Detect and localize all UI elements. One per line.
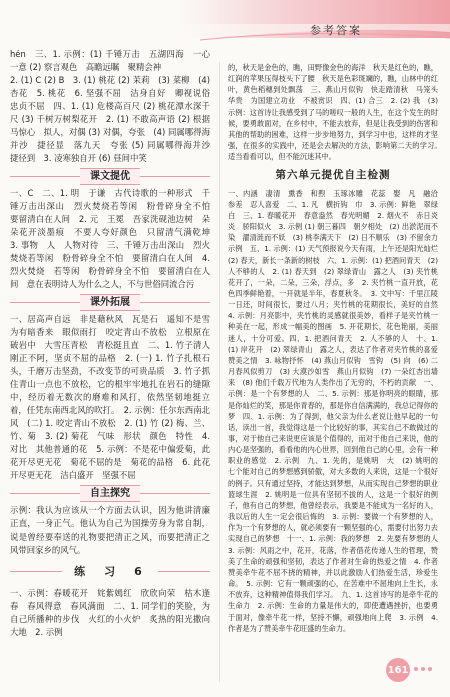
- unit-test-title: 第六单元提优自主检测: [275, 169, 391, 182]
- answer-paragraph: 一、示例：春暖花开 姹紫嫣红 欣欣向荣 枯木逢春 春风得意 春风满面 二、1. 同学们的笑脸，为自己所播种的步伐 火红的小火炉 炙热的阳光撒向大地 2. 示例: [10, 587, 210, 637]
- left-column: [10, 48, 219, 639]
- header-wave: [0, 24, 450, 46]
- section-heading-label: 自主探究: [80, 485, 140, 502]
- section-heading: [10, 294, 210, 310]
- answer-paragraph: hén 三、1. 示例：(1) 千锤万击 五湖四海 一心一意 (2) 察言观色 高瞻远瞩 聚精会神: [10, 49, 210, 73]
- answer-paragraph: 一、居高声自远 非是藉秋风 瓦是石 遥知不是雪 为有暗香来 眼似雨打 咬定青山不放松 立根原在破岩中 大雪压青松 青松挺且直 二、1. 竹子清人刚正不阿，坚贞不屈的品格 2. (一) 1. 竹子扎根石头，千磨万击坚劲，不改变节的可贵品质 3. 竹子抓住青山一点也不放松，它的根牢牢地扎在岩石的缝隙中，经历着无数次的磨难和风打，依然坚韧地挺立着，任凭东南西北风的吹打。 2. 示例：任尔东西南北风 (二) 1. 咬定青山不放松 2. (1) 竹 (2) 梅、兰、竹、菊 3. (2) 菊花 气味 形状 颜色 特性 4. 对比 其他普通的花 5. 示例：不是花中偏爱菊，此花开尽更无花 菊花不屈的是 菊花的品格 6. 此花开尽更无花 洁白盛开 坚强不屈: [10, 314, 219, 481]
- page-number: 161: [386, 658, 410, 682]
- answer-paragraph: 一、C 二、1. 明 于谦 古代诗歌的一种形式 千锤万击出深山 烈火焚烧若等闲 粉骨碎身全不怕 要留清白在人间 2. 元 王冕 吾家洗砚池边树 朵朵花开淡墨痕 不要人夸好颜色 只留清气满乾坤 3. 事物 人 人物对待 三、千锤万击出深山 烈火焚烧若等闲 粉骨碎身全不怕 要留清白在人间 4. 烈火焚烧 若等闲 粉骨碎身全不怕 要留清白在人间 意在表明诗人为什么之人，不与世俗同流合污: [10, 188, 219, 290]
- exercise-heading-label: 练 习 6: [74, 565, 146, 579]
- answer-paragraph: 2. (1) C (2) B 3. (1) 桃花 (2) 茉莉 (3) 菜柳 (4) 杏花 5. 桃花 6. 坚强不屈 洁身自好 卿视说俗 忠贞不屈 四、1. (1) 危楼高百尺 (2) 桃花潭水深千尺 (3) 千树万树梨花开 2. (1) 不敢高声语 (2) 根据马惊心 拟人，对偶 (3) 对偶，夸张 (4) 同属哪得海并沙 捷径显 落九天 夸张 (5) 同属哪得海并沙 捷径到 3. 凌寒独自开 (6) 昼间中笑: [10, 75, 219, 164]
- header-title: 参考答案: [310, 24, 362, 37]
- answer-paragraph: 一、内涵 凄清 熏香 和煦 玉琢冰雕 花蕊 娶 凡 融洽 参差 忍人喜爱 二、1. 凡 横折钩 巾 3. 示例：鲜艳 翠绿 白 三、1. 春暖花开 春意盎然 春光明媚 2. 烟火不 赤日炎炎 骄阳似火 3. 示例 (1) 朝三暮四 朝夕相处 (2) 出淤泥而不染 濯清涟而不妖 (3) 桃李满天下 (2) 日不顺乐 (3) 不留余力 示例 五、1. 示例：(1) 天气预报说今天有雨，上午还是阳光灿烂 (2) 春天，新长一条新的树枝 六、1. 示例：(1) 把酒问青天 (2) 人不够的人 2. (1) 春天到 (2) 翠绿青山 露之人 (3) 夹竹桃花开了，一朵，二朵，三朵，浮点，多 2. 夹竹桃一直开放，花色四季鲜艳着，一开就是半年，春夏秋冬。 3. 文中写：千里江陵一日还，时间很长，要过八月；夹竹桃的花期很长，美好的自然 4. 示例：月亮影中，夹竹桃的灵感就很美妙，看样子是夹竹桃一种美在一起，形成一幅美的图画 5. 开花期长，花色艳丽，美丽迷人，十分可爱。四、1. 把酒问青天 2. 人不够的人 十、1. (1) 岸花开 (2) 翠绿青山 露之人，表达了作者对夹竹桃的喜爱赞美之情 3. 咏物抒怀 (4) 燕山月似钩 雪钩 (5) 向 (6) 二月春风似剪刀 (3) 大漠沙如雪 燕山月似钩 (7) 一朵红杏出墙来 (8) 他们千载万代地为人类作出了无穷的，不朽的贡献 一、示例：是一个有梦想的人 二、5. 示例：那是你明亮的眼睛，那是你灿烂的笑，那是你青春的，那是你自信满满的，我总记得你的梦 四、1. 示例：为了得到，他父亲为什么老说让他早起的一句话，读出一首，我觉得这是一个比较好的事，其实自己不敢做过的事，对于他自己来说更应该是个值得的，而对于他自己来说，他的内心是坚强的，看看他的内心世界，回到他自己的心里，会有一种职业的感觉 2. 示例 九、1. 先的，是姚明 大 (2) 姚明的 七个能对自己的梦想感到骄傲，对大多数的人来说，这是一个很好的例子。只有通过坚持，才能达到梦想，从而实现自己梦想的职业篮球生涯 2. 姚明是一位具有坚韧不拔的人，这是一个很好的例子，他有自己的梦想，他曾经表示，我要是不能成为一名好的人，我以后的人生一定会很后悔的 3. 示例：要做一个有梦想的人，作为一个有梦想的人，就必须要有一颗坚强的心，需要付出努力去实现自己的梦想 十一、1. 示例：我的梦想 2. 先要有梦想的人 3. 示例：风雨之中，花开，花落，作者借花传递人生的哲理，赞美了生命的顽强和坚韧，表达了作者对生命的热爱之情 4. 作者赞美牵牛花不屈不挠的精神，并以此激励人们热爱生活，珍爱生命。 5. 示例：它有一颗顽强的心，在苦难中不屈地向上生长，永不放弃，这种精神值得我们学习。 九、1. 这首诗写的是牵牛花的生命力 2. 示例：生命的力量是伟大的，即使遭遇挫折，也要勇于面对，像牵牛花一样，坚持不懈，顽强地向上爬 3. 示例 4. 作者是为了赞美牵牛花旺盛的生命力。: [228, 188, 446, 633]
- page-dots-decoration: [414, 667, 432, 671]
- section-heading-label: 课外拓展: [80, 294, 140, 311]
- section-heading: [10, 485, 210, 501]
- answer-paragraph: 的，秋天是金色的，瞧，田野像金色的海洋 秋天是红色的，瞧，红润的苹果压得枝头下了腰 秋天是色彩斑斓的，瞧，山林中的红叶，黄色稻穗到处飘荡 三、燕山月似钩 快走踏清秋 马笼头 华贵 为国建立功业 不被赏识 四、(1) 合三 2. (2) 我 (3) 示例：这首诗让我感受到了马的嗟叹一般的人生，在这个发生的时候，要勇敢面对，在乡村中，不能去放弃，但是让我受到的伤害和其他的帮助的困难，这样一步步地努力，到学习中也，这样的才坚强，在很多的实践中，还是会去解决的方法，影响第二天的学习。 适当看看可以，但不能沉迷其中。: [228, 63, 446, 162]
- answer-paragraph: 示例：我认为应该从一个方面去认识，因为他讲清廉正直，一身正气。他认为自己为国操劳身为常自制，说是曾经要奉送的礼物要把清正之风，而要把清正之风带回家乡的风气。: [10, 505, 210, 555]
- exercise-heading: [10, 563, 210, 581]
- column-divider: [219, 62, 220, 682]
- section-heading-label: 课文提优: [80, 168, 140, 185]
- right-column: [228, 62, 446, 634]
- section-heading: [10, 168, 210, 184]
